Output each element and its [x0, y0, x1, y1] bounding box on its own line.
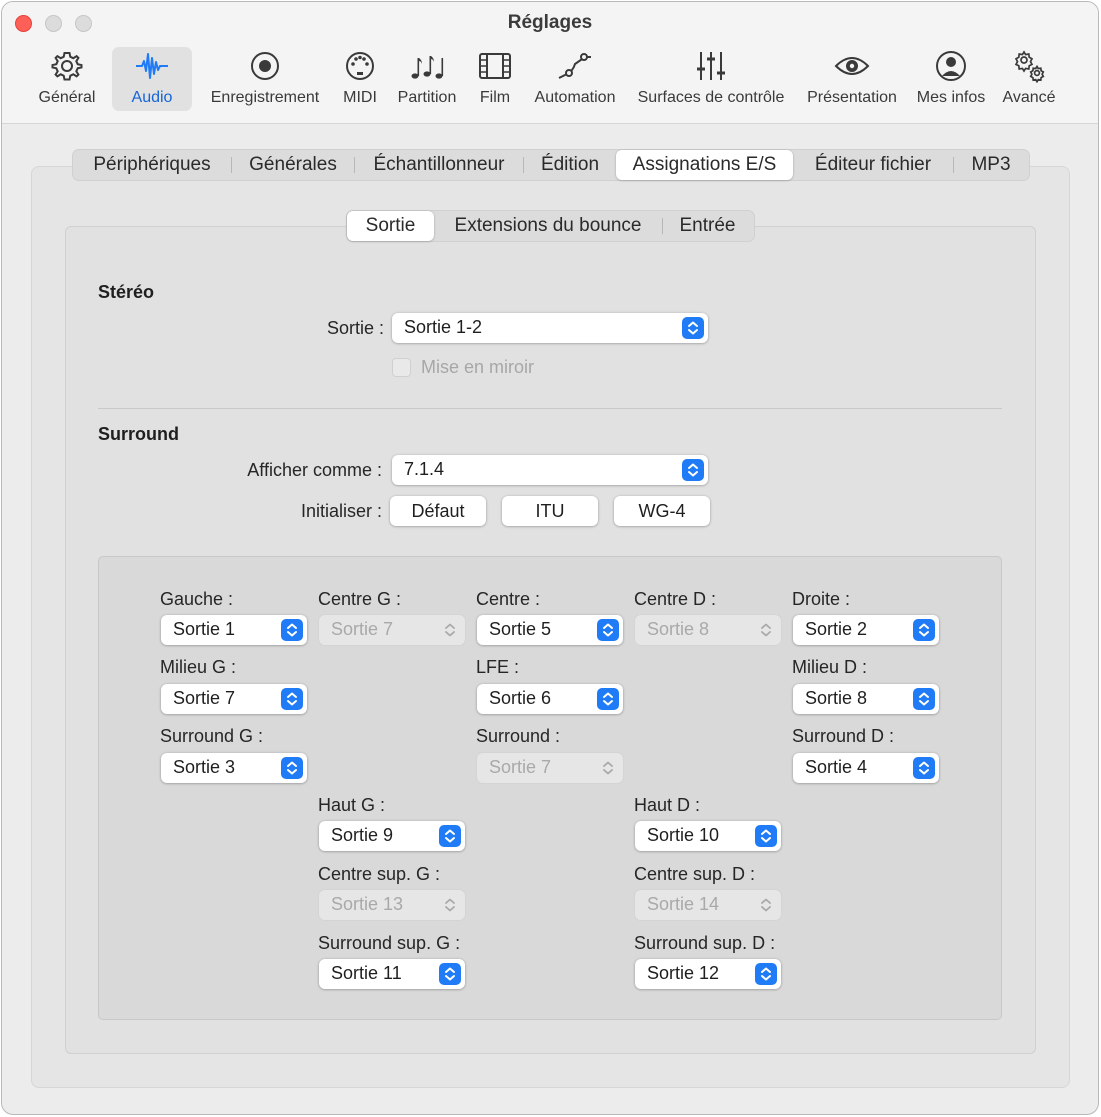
- channel-label-surround: Surround :: [476, 726, 561, 746]
- automation-curve-icon: [557, 49, 593, 83]
- popup-arrows-icon: [281, 757, 303, 779]
- popup-arrows-icon: [755, 894, 777, 916]
- popup-arrows-icon: [682, 317, 704, 339]
- popup-value: Sortie 2: [805, 619, 868, 639]
- record-icon: [247, 49, 283, 83]
- channel-label-centre: Centre :: [476, 589, 541, 609]
- initialize-label: Initialiser :: [300, 501, 382, 521]
- channel-popup-droite[interactable]: [793, 615, 939, 645]
- popup-value: Sortie 9: [331, 825, 394, 845]
- toolbar-display-button[interactable]: [802, 47, 902, 111]
- channel-label-milieu-d: Milieu D :: [792, 657, 868, 677]
- toolbar-label: Film: [479, 89, 511, 106]
- popup-value: Sortie 8: [805, 688, 868, 708]
- channel-label-gauche: Gauche :: [160, 589, 234, 609]
- toolbar-label: MIDI: [343, 89, 377, 106]
- music-notes-icon: [409, 49, 445, 83]
- popup-value: Sortie 5: [489, 619, 552, 639]
- stereo-section-title: Stéréo: [98, 282, 155, 302]
- popup-arrows-icon: [913, 688, 935, 710]
- popup-value: 7.1.4: [404, 459, 445, 479]
- channel-popup-surround-sup-g[interactable]: [319, 959, 465, 989]
- popup-value: Sortie 6: [489, 688, 552, 708]
- channel-popup-surround-d[interactable]: [793, 753, 939, 783]
- popup-arrows-icon: [755, 825, 777, 847]
- channel-label-haut-g: Haut G :: [318, 795, 386, 815]
- popup-value: Sortie 14: [647, 894, 720, 914]
- toolbar-audio-button[interactable]: [112, 47, 192, 111]
- channel-label-surround-g: Surround G :: [160, 726, 264, 746]
- toolbar-recording-button[interactable]: [205, 47, 325, 111]
- toolbar-label: Automation: [534, 89, 616, 106]
- channel-label-milieu-g: Milieu G :: [160, 657, 237, 677]
- channel-popup-centre-sup-g: [319, 890, 465, 920]
- popup-arrows-icon: [597, 688, 619, 710]
- tab-peripheriques[interactable]: Périphériques: [93, 154, 211, 175]
- popup-arrows-icon: [755, 963, 777, 985]
- toolbar-film-button[interactable]: [470, 47, 520, 111]
- channel-popup-milieu-g[interactable]: [161, 684, 307, 714]
- toolbar-label: Présentation: [807, 89, 897, 106]
- toolbar-label: Avancé: [1002, 89, 1056, 106]
- channel-popup-haut-d[interactable]: [635, 821, 781, 851]
- init-wg4-button[interactable]: WG-4: [614, 496, 710, 526]
- person-icon: [933, 49, 969, 83]
- channel-label-surround-d: Surround D :: [792, 726, 895, 746]
- popup-arrows-icon: [597, 757, 619, 779]
- display-as-popup[interactable]: [392, 455, 708, 485]
- mirror-checkbox-label: Mise en miroir: [421, 357, 535, 377]
- toolbar-general-button[interactable]: [32, 47, 102, 111]
- toolbar-my-info-button[interactable]: [912, 47, 990, 111]
- popup-value: Sortie 7: [489, 757, 552, 777]
- display-as-label: Afficher comme :: [247, 460, 382, 480]
- popup-arrows-icon: [913, 619, 935, 641]
- main-tab-bar: [72, 149, 1030, 181]
- channel-label-surround-sup-d: Surround sup. D :: [634, 933, 776, 953]
- tab-assignations-es[interactable]: Assignations E/S: [616, 150, 793, 180]
- channel-label-centre-g: Centre G :: [318, 589, 402, 609]
- channel-popup-lfe[interactable]: [477, 684, 623, 714]
- subtab-extensions-bounce[interactable]: Extensions du bounce: [454, 215, 642, 236]
- gears-icon: [1011, 49, 1047, 83]
- surround-section-title: Surround: [98, 424, 179, 444]
- channel-label-centre-sup-g: Centre sup. G :: [318, 864, 441, 884]
- tab-generales[interactable]: Générales: [249, 154, 337, 175]
- toolbar-label: Mes infos: [916, 89, 986, 106]
- channel-popup-gauche[interactable]: [161, 615, 307, 645]
- toolbar-automation-button[interactable]: [530, 47, 620, 111]
- channel-popup-surround-sup-d[interactable]: [635, 959, 781, 989]
- toolbar-label: Enregistrement: [210, 89, 320, 106]
- channel-popup-haut-g[interactable]: [319, 821, 465, 851]
- popup-value: Sortie 1: [173, 619, 236, 639]
- toolbar-label: Partition: [397, 89, 457, 106]
- subtab-entree[interactable]: Entrée: [679, 215, 736, 236]
- popup-arrows-icon: [439, 894, 461, 916]
- init-default-button[interactable]: Défaut: [390, 496, 486, 526]
- popup-arrows-icon: [281, 688, 303, 710]
- gear-icon: [49, 49, 85, 83]
- channel-label-centre-sup-d: Centre sup. D :: [634, 864, 756, 884]
- channel-label-haut-d: Haut D :: [634, 795, 701, 815]
- popup-arrows-icon: [439, 825, 461, 847]
- popup-value: Sortie 1-2: [404, 317, 483, 337]
- channel-popup-milieu-d[interactable]: [793, 684, 939, 714]
- popup-arrows-icon: [682, 459, 704, 481]
- popup-arrows-icon: [913, 757, 935, 779]
- popup-value: Sortie 11: [331, 963, 402, 983]
- popup-value: Sortie 3: [173, 757, 236, 777]
- midi-port-icon: [342, 49, 378, 83]
- tab-editeur-fichier[interactable]: Éditeur fichier: [814, 154, 932, 175]
- tab-echantillonneur[interactable]: Échantillonneur: [373, 154, 505, 175]
- toolbar-label: Audio: [131, 89, 173, 106]
- channel-label-centre-d: Centre D :: [634, 589, 717, 609]
- popup-arrows-icon: [597, 619, 619, 641]
- channel-label-surround-sup-g: Surround sup. G :: [318, 933, 461, 953]
- toolbar-advanced-button[interactable]: [998, 47, 1060, 111]
- film-icon: [477, 49, 513, 83]
- toolbar-midi-button[interactable]: [338, 47, 382, 111]
- audio-waveform-icon: [134, 49, 170, 83]
- channel-popup-centre-d: [635, 615, 781, 645]
- sub-tab-bar: [346, 210, 755, 242]
- popup-value: Sortie 13: [331, 894, 404, 914]
- popup-value: Sortie 7: [331, 619, 394, 639]
- popup-value: Sortie 4: [805, 757, 868, 777]
- channel-popup-surround-g[interactable]: [161, 753, 307, 783]
- toolbar-control-surfaces-button[interactable]: [631, 47, 791, 111]
- popup-arrows-icon: [439, 619, 461, 641]
- toolbar-label: Surfaces de contrôle: [637, 89, 785, 106]
- popup-value: Sortie 12: [647, 963, 720, 983]
- init-itu-button[interactable]: ITU: [502, 496, 598, 526]
- subtab-sortie[interactable]: Sortie: [347, 211, 434, 241]
- channel-popup-centre-sup-d: [635, 890, 781, 920]
- channel-popup-centre-g: [319, 615, 465, 645]
- tab-edition[interactable]: Édition: [540, 154, 600, 175]
- faders-icon: [693, 49, 729, 83]
- channel-popup-surround: [477, 753, 623, 783]
- popup-value: Sortie 7: [173, 688, 236, 708]
- popup-arrows-icon: [755, 619, 777, 641]
- window-title: Réglages: [507, 12, 593, 33]
- stereo-output-popup[interactable]: [392, 313, 708, 343]
- popup-arrows-icon: [439, 963, 461, 985]
- eye-icon: [834, 49, 870, 83]
- toolbar: [2, 2, 1098, 124]
- channel-label-droite: Droite :: [792, 589, 851, 609]
- channel-popup-centre[interactable]: [477, 615, 623, 645]
- stereo-output-label: Sortie :: [326, 318, 384, 338]
- section-divider: [98, 408, 1002, 409]
- tab-mp3[interactable]: MP3: [971, 154, 1011, 175]
- popup-arrows-icon: [281, 619, 303, 641]
- toolbar-label: Général: [38, 89, 96, 106]
- channel-label-lfe: LFE :: [476, 657, 520, 677]
- toolbar-score-button[interactable]: [392, 47, 462, 111]
- mirror-checkbox[interactable]: [392, 358, 411, 377]
- popup-value: Sortie 8: [647, 619, 710, 639]
- popup-value: Sortie 10: [647, 825, 720, 845]
